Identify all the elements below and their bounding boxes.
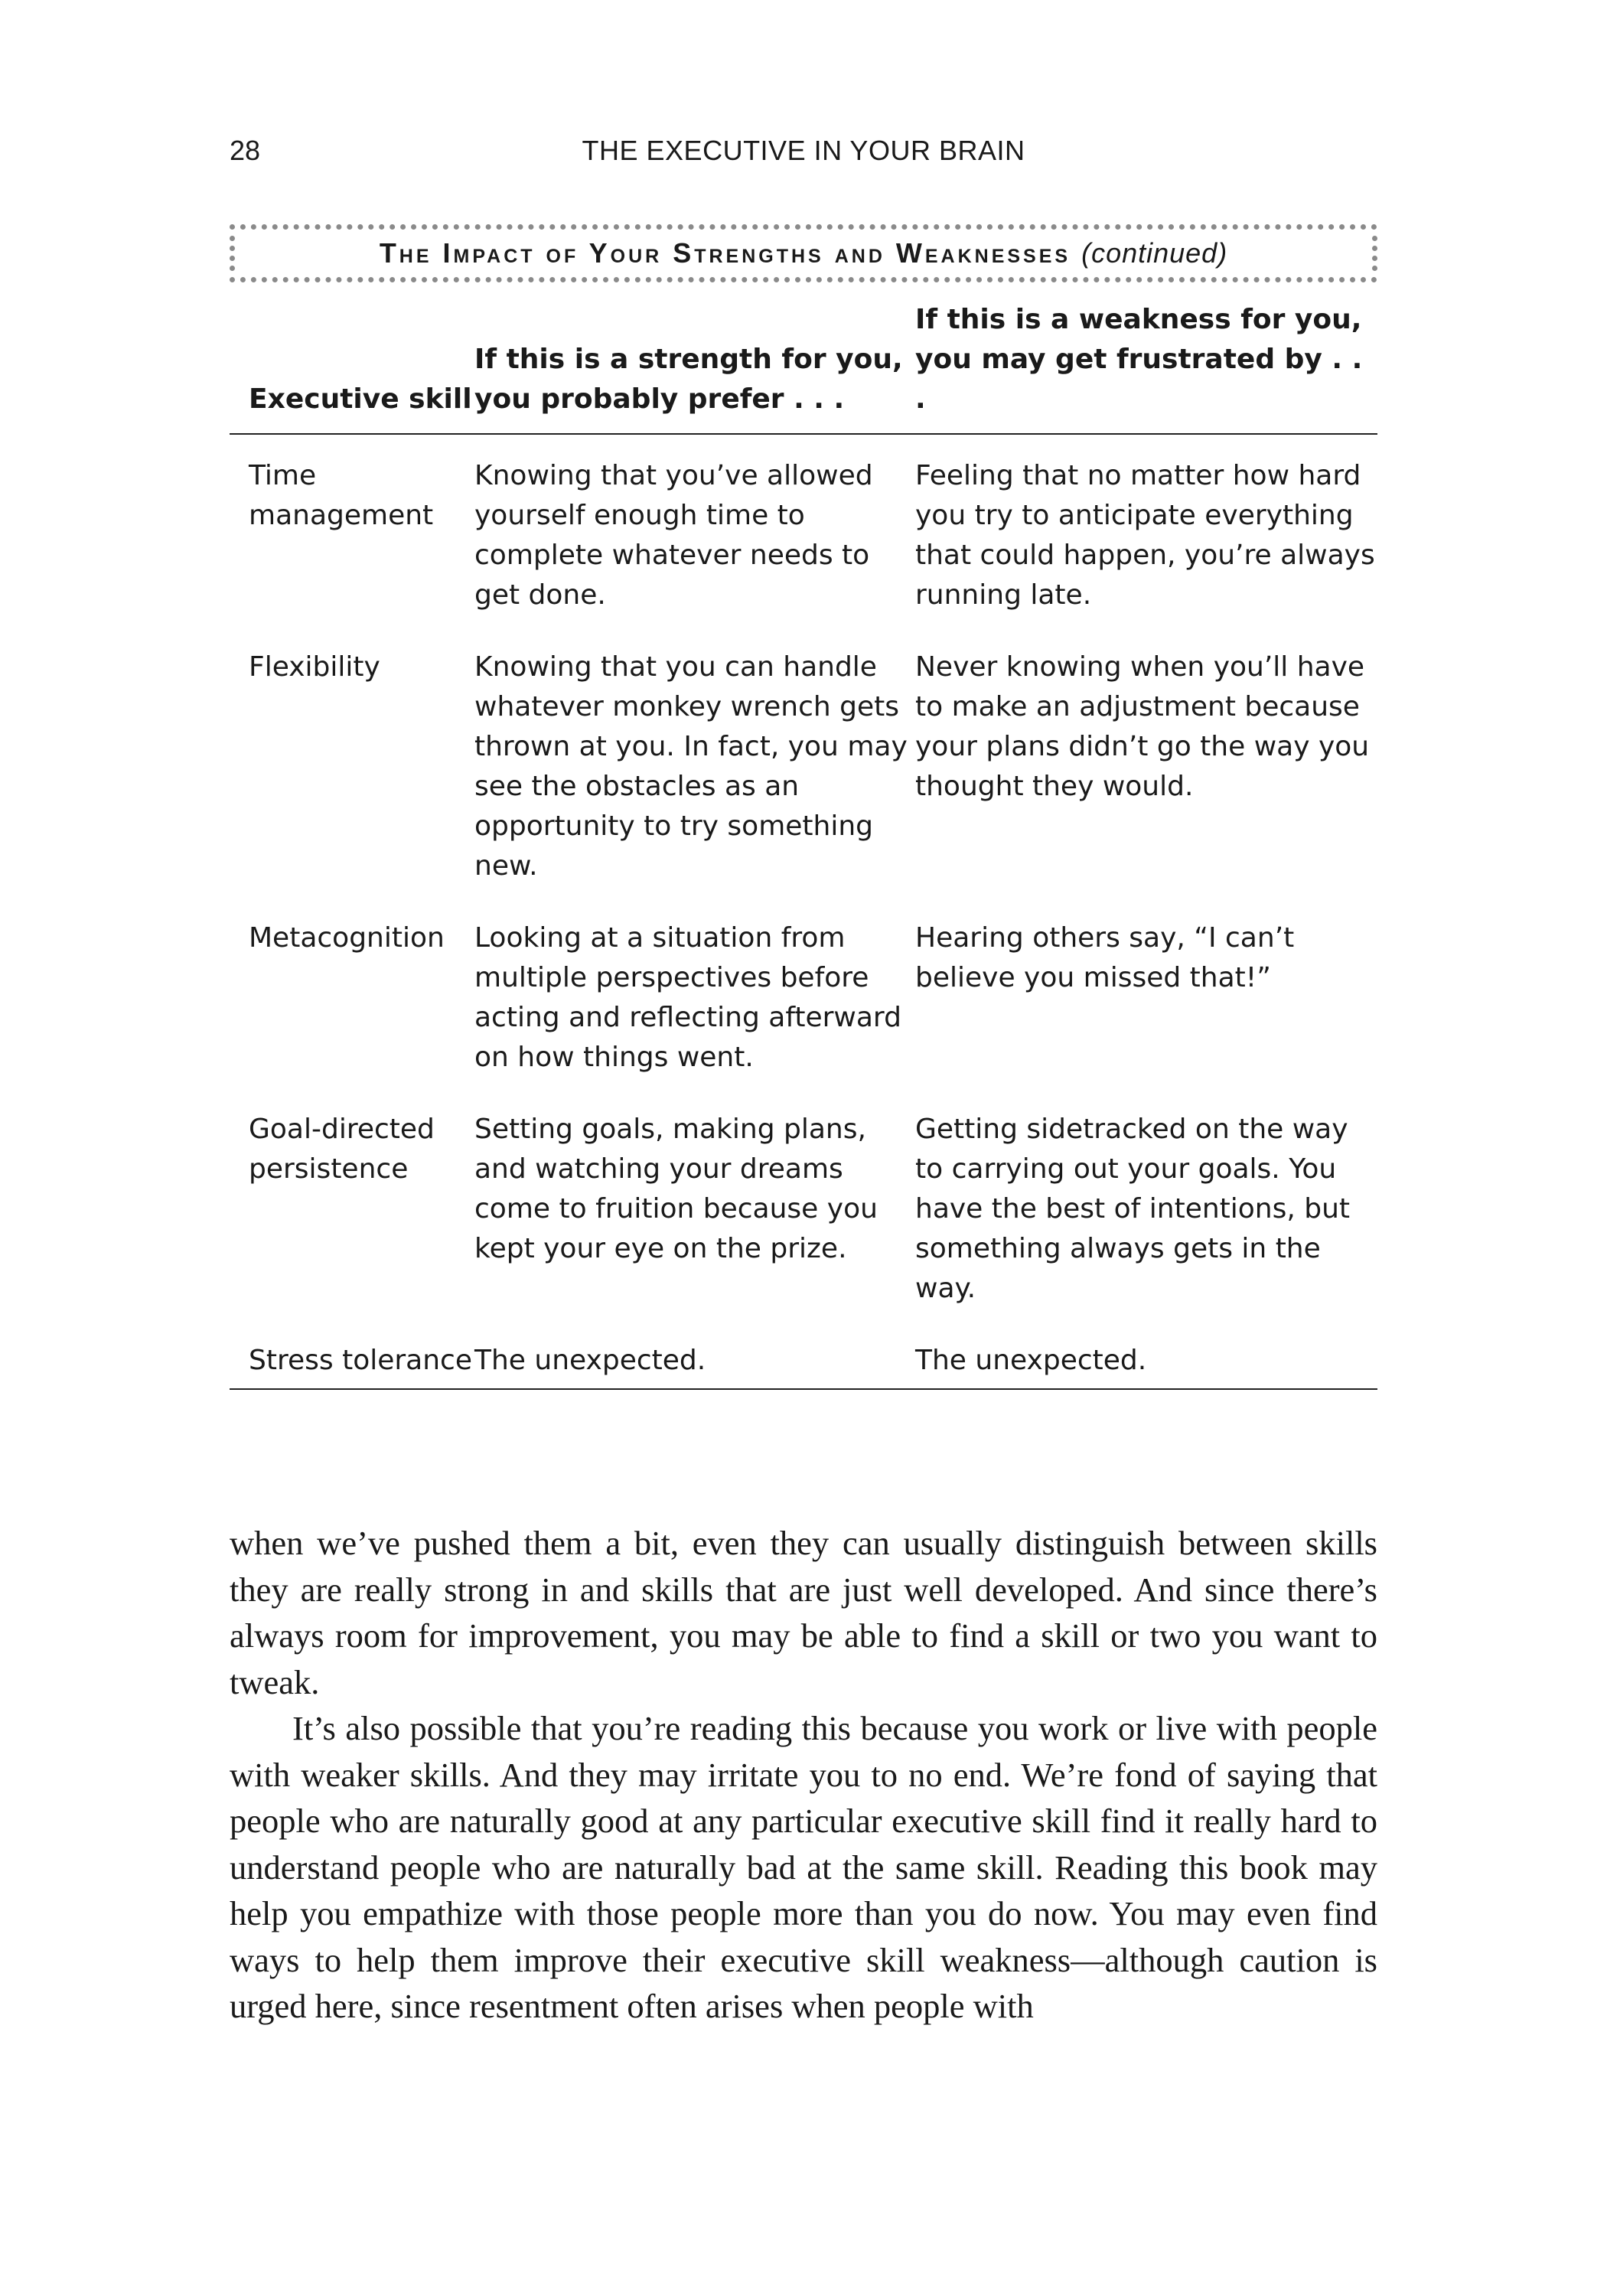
body-paragraph: It’s also possible that you’re reading this because you work or live with people with weaker skills. And they may irritate you to no end. We’re fond of saying that people who are naturally good at any particular executive skill find it really hard to understand people who are naturally bad at the same skill. Reading this book may help you empathize with those people more than you do now. You may even find ways to help them improve their executive skill weakness—although caution is urged here, since resentment often arises when people with bbox=[230, 1709, 1377, 2025]
skill-cell: Flexibility bbox=[249, 651, 380, 683]
strength-cell: Knowing that you can handle whatever monkey wrench gets thrown at you. In fact, you may see the obstacles as an opportunity to try something new. bbox=[474, 651, 908, 882]
skill-cell: Goal-directed persistence bbox=[249, 1114, 435, 1185]
book-title: THE EXECUTIVE IN YOUR BRAIN bbox=[582, 135, 1025, 166]
header-strength: If this is a strength for you, you probably prefer . . . bbox=[474, 344, 903, 415]
running-head bbox=[230, 135, 1377, 173]
weakness-cell: Hearing others say, “I can’t believe you missed that!” bbox=[915, 922, 1295, 993]
table-row bbox=[230, 647, 1377, 886]
strength-cell: Setting goals, making plans, and watching your dreams come to fruition because you kept your eye on the prize. bbox=[474, 1114, 878, 1264]
table-header-row bbox=[230, 300, 1377, 435]
header-weakness: If this is a weakness for you, you may get frustrated by . . . bbox=[915, 304, 1363, 415]
strengths-weaknesses-table bbox=[230, 300, 1377, 1390]
table-row bbox=[230, 1341, 1377, 1381]
table-caption-box bbox=[230, 224, 1377, 282]
strength-cell: Knowing that you’ve allowed yourself enough time to complete whatever needs to get done. bbox=[474, 460, 873, 611]
weakness-cell: Never knowing when you’ll have to make an adjustment because your plans didn’t go the way you thought they would. bbox=[915, 651, 1370, 802]
strength-cell: The unexpected. bbox=[474, 1345, 706, 1376]
table-row bbox=[230, 1110, 1377, 1309]
strength-cell: Looking at a situation from multiple perspectives before acting and reflecting afterward on how things went. bbox=[474, 922, 901, 1073]
body-text bbox=[230, 1520, 1377, 2030]
weakness-cell: Getting sidetracked on the way to carrying out your goals. You have the best of intentions, but something always gets in the way. bbox=[915, 1114, 1351, 1304]
skill-cell: Stress tolerance bbox=[249, 1345, 472, 1376]
caption-border-left bbox=[230, 236, 235, 271]
table-bottom-rule bbox=[230, 1388, 1377, 1390]
skill-cell: Metacognition bbox=[249, 922, 445, 954]
table-caption-continued: (continued) bbox=[1081, 237, 1228, 269]
header-executive-skill: Executive skill bbox=[249, 383, 472, 415]
page-number: 28 bbox=[230, 135, 261, 166]
table-caption: The Impact of Your Strengths and Weaknesses bbox=[379, 237, 1071, 269]
caption-border-right bbox=[1372, 236, 1377, 271]
table-row bbox=[230, 918, 1377, 1078]
body-paragraph: when we’ve pushed them a bit, even they can usually distinguish between skills they are really strong in and skills that are just well developed. And since there’s always room for improvement, you may be able to find a skill or two you want to tweak. bbox=[230, 1524, 1377, 1701]
skill-cell: Time management bbox=[249, 460, 434, 531]
table-row bbox=[230, 456, 1377, 615]
weakness-cell: Feeling that no matter how hard you try to anticipate everything that could happen, you’re always running late. bbox=[915, 460, 1375, 611]
weakness-cell: The unexpected. bbox=[915, 1345, 1147, 1376]
